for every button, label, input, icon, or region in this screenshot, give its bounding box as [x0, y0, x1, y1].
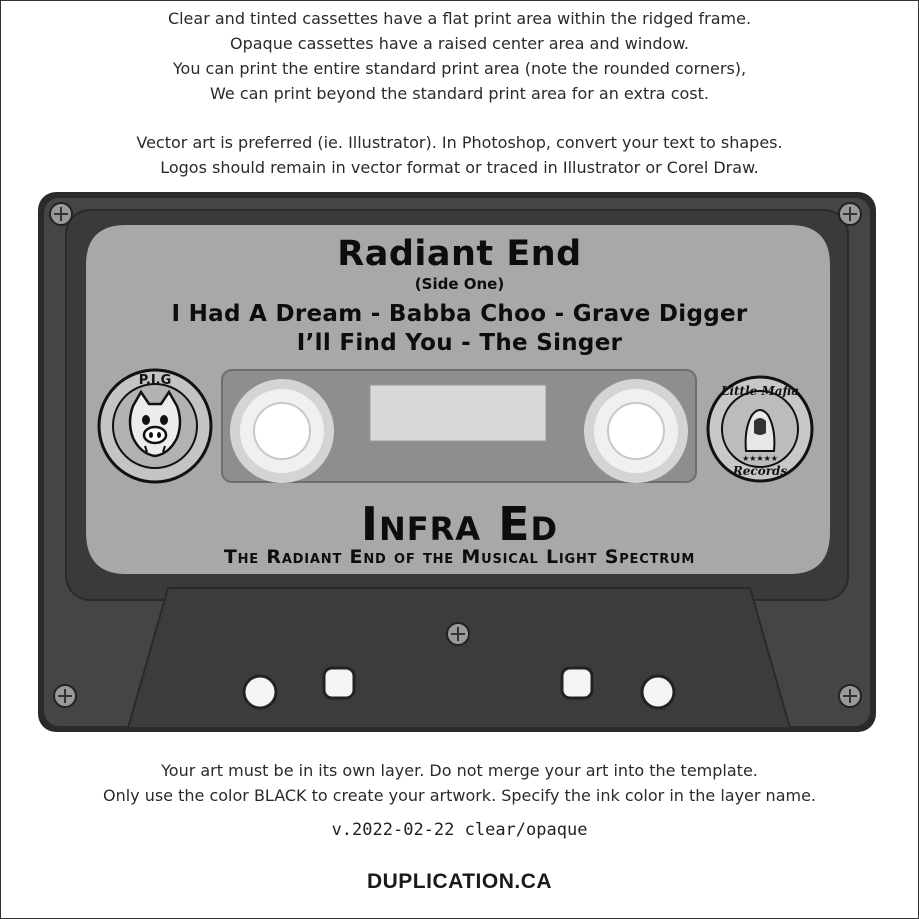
- little-mafia-top: Little Mafia: [720, 384, 800, 398]
- instruction-line: Only use the color BLACK to create your artwork. Specify the ink color in the layer name.: [102, 786, 817, 805]
- instruction-line: Logos should remain in vector format or traced in Illustrator or Corel Draw.: [160, 158, 759, 177]
- instructions-bottom: [0, 758, 919, 808]
- album-title: Radiant End: [337, 234, 582, 274]
- tape-hole-left: [244, 676, 276, 708]
- instruction-line: Vector art is preferred (ie. Illustrator). In Photoshop, convert your text to shapes.: [136, 133, 783, 152]
- little-mafia-bottom: Records: [732, 464, 788, 478]
- tape-hole-inner-left: [324, 668, 354, 698]
- left-reel: [230, 379, 334, 483]
- track-list-line-2: I’ll Find You - The Singer: [296, 330, 623, 356]
- screw-bottom-left: [54, 685, 76, 707]
- right-reel: [584, 379, 688, 483]
- screw-top-right: [839, 203, 861, 225]
- svg-text:★★★★★: ★★★★★: [742, 454, 778, 463]
- artist-name: Infra Ed: [360, 497, 559, 551]
- screw-center: [447, 623, 469, 645]
- instruction-line: Clear and tinted cassettes have a flat print area within the ridged frame.: [167, 9, 752, 28]
- screw-bottom-right: [839, 685, 861, 707]
- instructions-art: [0, 130, 919, 180]
- pig-logo: [99, 370, 211, 482]
- album-subtitle: The Radiant End of the Musical Light Spectrum: [223, 546, 696, 568]
- instruction-line: We can print beyond the standard print area for an extra cost.: [210, 84, 709, 103]
- version-label: v.2022-02-22 clear/opaque: [331, 820, 588, 840]
- instruction-line: Your art must be in its own layer. Do not merge your art into the template.: [161, 761, 758, 780]
- tape-hole-inner-right: [562, 668, 592, 698]
- cassette-lower-section: [128, 588, 790, 728]
- little-mafia-logo: [708, 377, 812, 481]
- side-label: (Side One): [414, 275, 505, 293]
- track-list-line-1: I Had A Dream - Babba Choo - Grave Digger: [171, 301, 748, 327]
- screw-top-left: [50, 203, 72, 225]
- brand-logo: DUPLICATION.CA: [366, 870, 553, 893]
- instruction-line: Opaque cassettes have a raised center area and window.: [229, 34, 690, 53]
- instructions-top: [0, 6, 919, 106]
- window-pane: [370, 385, 546, 441]
- instruction-line: You can print the entire standard print area (note the rounded corners),: [172, 59, 747, 78]
- tape-hole-right: [642, 676, 674, 708]
- pig-logo-title: P.I.G: [138, 373, 172, 388]
